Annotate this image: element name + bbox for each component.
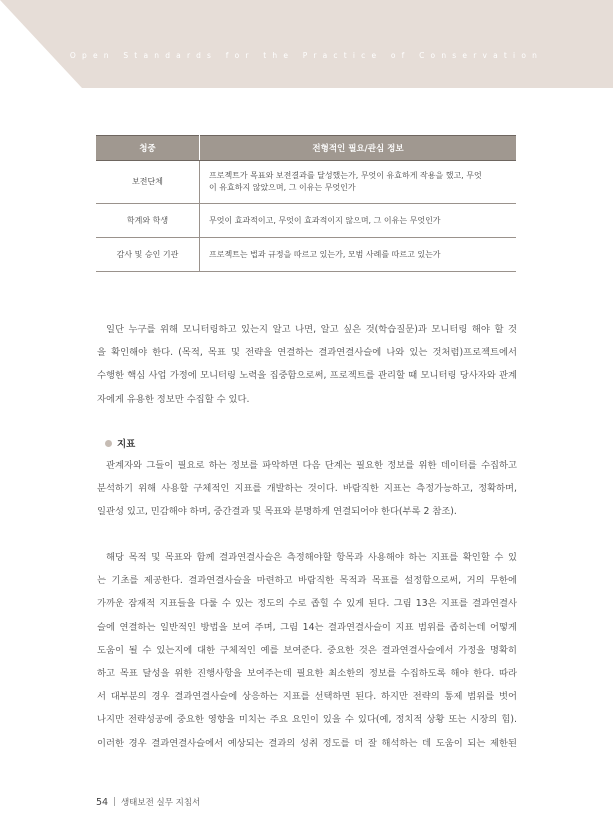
text-line: 분석하기 위해 사용할 구체적인 지표를 개발하는 것이다. 바람직한 지표는 측정가능하고, 정확하며, — [97, 483, 517, 495]
table-row — [96, 204, 516, 238]
paragraph-results-chain — [97, 546, 517, 755]
running-title: Open Standards for the Practice of Conservation — [69, 51, 544, 60]
section-title: 지표 — [117, 439, 136, 450]
text-line: 가까운 잠재적 지표들을 다룰 수 있는 정도의 수로 좁힐 수 있게 된다. 그림 13은 지표를 결과연결사 — [97, 598, 517, 610]
audience-cell: 감사 및 승인 기관 — [96, 238, 200, 272]
footer-separator: | — [113, 797, 116, 807]
page-footer — [96, 796, 200, 808]
section-heading-indicators — [105, 436, 135, 450]
text-line: 슬에 연결하는 일반적인 방법을 보여 주며, 그림 14는 결과연결사슬이 지표 범위를 좁히는데 어떻게 — [97, 621, 517, 633]
text-line: 이러한 경우 결과연결사슬에서 예상되는 결과의 성취 정도를 더 잘 해석하는 데 도움이 되는 제한된 — [97, 737, 517, 749]
text-line: 관계자와 그들이 필요로 하는 정보를 파악하면 다음 단계는 필요한 정보를 위한 데이터를 수집하고 — [106, 460, 517, 471]
column-header-info: 전형적인 필요/관심 정보 — [200, 136, 517, 161]
info-cell — [200, 161, 517, 204]
text-line: 을 확인해야 한다. (목적, 목표 및 전략을 연결하는 결과연결사슬에 나와 있는 것처럼)프로젝트에서 — [97, 347, 517, 359]
text-line: 나지만 전략성공에 중요한 영향을 미치는 주요 요인이 있을 수 있다(예, 정치적 상황 또는 시장의 힘). — [97, 714, 517, 726]
header-band — [0, 0, 613, 88]
header-band-shape — [0, 0, 613, 88]
info-line: 프로젝트가 목표와 보전결과를 달성했는가, 무엇이 유효하게 작용을 했고, 무엇 — [209, 171, 482, 180]
info-line: 이 유효하지 않았으며, 그 이유는 무엇인가 — [209, 183, 356, 192]
info-line: 프로젝트는 법과 규정을 따르고 있는가, 모범 사례를 따르고 있는가 — [209, 249, 441, 259]
text-line: 해당 목적 및 목표와 함께 결과연결사슬은 측정해야할 항목과 사용해야 하는 지표를 확인할 수 있 — [106, 552, 517, 563]
text-line: 수행한 핵심 사업 가정에 모니터링 노력을 집중함으로써, 프로젝트를 관리할 때 모니터링 당사자와 관계 — [97, 370, 517, 382]
text-line: 도움이 될 수 있는지에 대한 구체적인 예를 보여준다. 중요한 것은 결과연결사슬에서 가정을 명확히 — [97, 644, 517, 656]
paragraph-indicators-intro — [97, 454, 517, 524]
table-row — [96, 161, 516, 204]
audience-cell: 보전단체 — [96, 161, 200, 204]
text-line: 는 기초를 제공한다. 결과연결사슬을 마련하고 바람직한 목적과 목표를 설정함으로써, 거의 무한에 — [97, 575, 517, 587]
text-line: 하고 목표 달성을 위한 진행사항을 보여주는데 필요한 최소한의 정보를 수집하도록 해야 한다. 따라 — [97, 668, 517, 680]
text-line: 일관성 있고, 민감해야 하며, 중간결과 및 목표와 분명하게 연결되어야 한다(부록 2 참조). — [97, 506, 457, 518]
info-cell — [200, 238, 517, 272]
audience-info-table — [96, 135, 516, 272]
paragraph-monitoring-purpose — [97, 318, 517, 411]
table-row — [96, 238, 516, 272]
text-line: 서 대부분의 경우 결과연결사슬에 상응하는 지표를 선택하면 된다. 하지만 전략의 통제 범위를 벗어 — [97, 691, 517, 703]
text-line: 일단 누구를 위해 모니터링하고 있는지 알고 나면, 알고 싶은 것(학습질문)과 모니터링 해야 할 것 — [106, 324, 517, 335]
info-line: 무엇이 효과적이고, 무엇이 효과적이지 않으며, 그 이유는 무엇인가 — [209, 215, 441, 225]
info-cell — [200, 204, 517, 238]
bullet-circle-icon — [105, 440, 112, 447]
column-header-audience: 청중 — [96, 136, 200, 161]
table-header-row — [96, 136, 516, 161]
page-number: 54 — [96, 796, 109, 808]
text-line: 자에게 유용한 정보만 수집할 수 있다. — [97, 393, 250, 405]
book-title: 생태보전 실무 지침서 — [120, 798, 201, 808]
audience-cell: 학계와 학생 — [96, 204, 200, 238]
